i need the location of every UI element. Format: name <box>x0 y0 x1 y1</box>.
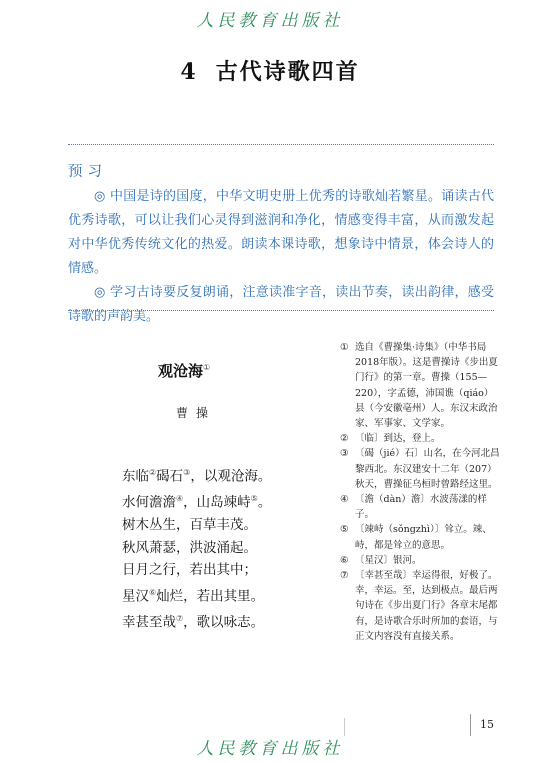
poem-title-note-mark: ① <box>203 363 211 372</box>
poem-text: 树木丛生，百草丰茂。 <box>122 517 257 533</box>
footnote-text: 〔星汉〕银河。 <box>355 554 422 566</box>
poem-text: ，歌以咏志。 <box>183 614 265 630</box>
poem-text: 日月之行，若出其中； <box>122 562 257 578</box>
lesson-title <box>0 55 540 86</box>
page-number: 15 <box>480 718 494 731</box>
footnote-mark: ⑥ <box>149 587 157 597</box>
poem-line <box>122 537 271 560</box>
footnote-number: ⑥ <box>340 554 349 566</box>
publisher-logo-top: 人民教育出版社 <box>196 11 344 31</box>
footnote-number: ① <box>340 342 349 353</box>
footnotes <box>340 340 500 644</box>
poem-text: 幸甚至哉 <box>122 614 176 630</box>
footnote-item <box>340 431 500 446</box>
poem-body <box>122 462 271 634</box>
footnote-mark: ③ <box>183 468 191 477</box>
footnote-mark: ⑦ <box>176 613 184 623</box>
footer-rule <box>470 714 471 736</box>
preview-paragraph-1: ◎ 中国是诗的国度，中华文明史册上优秀的诗歌灿若繁星。诵读古代优秀诗歌，可以让我们心灵得到滋润和净化，情感变得丰富，从而激发起对中华优秀传统文化的热爱。朗读本课诗歌，想象诗中情景，体会诗人的情感。 <box>68 189 494 276</box>
footnote-item <box>340 522 500 552</box>
poem-line <box>122 514 271 537</box>
footnote-item <box>340 553 500 568</box>
footnote-number: ⑤ <box>340 524 349 536</box>
poem-line <box>122 608 271 634</box>
poem-text: 东临 <box>122 468 149 485</box>
poem-text: 水何澹澹 <box>122 494 176 511</box>
poem-text: ，以观沧海。 <box>190 468 272 485</box>
poem-line <box>122 462 271 488</box>
footnote-mark: ④ <box>176 494 184 503</box>
footnote-number: ③ <box>340 448 349 460</box>
poem-text: 。 <box>257 494 272 511</box>
footnote-item <box>340 492 500 522</box>
footnote-text: 〔碣（jié）石〕山名，在今河北昌黎西北。东汉建安十二年（207）秋天，曹操征乌桓时曾路经这里。 <box>355 448 500 490</box>
footnote-number: ⑦ <box>340 570 349 582</box>
footnote-mark: ⑤ <box>250 494 258 503</box>
footnote-item <box>340 568 500 644</box>
poem-line <box>122 582 271 608</box>
footnote-number: ④ <box>340 494 349 506</box>
footnote-text: 〔澹（dàn）澹〕水波荡漾的样子。 <box>355 494 487 521</box>
poem-line <box>122 559 271 582</box>
publisher-logo-bottom: 人民教育出版社 <box>196 739 344 759</box>
footnote-mark: ② <box>149 468 157 477</box>
footnote-text: 选自《曹操集·诗集》（中华书局2018年版）。这是曹操诗《步出夏门行》的第一章。曹操（155—220），字孟德，沛国谯（qiáo）县（今安徽亳州）人。东汉末政治家、军事家、文学家。 <box>355 342 498 430</box>
poem-text: 秋风萧瑟，洪波涌起。 <box>122 539 257 556</box>
poem-text: 碣石 <box>156 468 184 485</box>
footnote-item <box>340 340 500 431</box>
footnote-text: 〔临〕到达，登上。 <box>355 433 441 445</box>
poem-text: ，山岛竦峙 <box>183 494 251 511</box>
preview-paragraph-2: ◎ 学习古诗要反复朗诵，注意读准字音，读出节奏，读出韵律，感受诗歌的声韵美。 <box>68 285 494 324</box>
poem-author: 曹操 <box>176 406 217 420</box>
footnote-item <box>340 446 500 492</box>
poem-line <box>122 488 271 514</box>
footnote-text: 〔竦峙（sǒngzhì）〕耸立。竦、峙，都是耸立的意思。 <box>355 524 492 551</box>
footnote-text: 〔幸甚至哉〕幸运得很，好极了。幸，幸运。至，达到极点。最后两句诗在《步出夏门行》各章末尾都有，是诗歌合乐时所加的套语，与正文内容没有直接关系。 <box>355 570 498 642</box>
lesson-title-text: 古代诗歌四首 <box>215 59 360 85</box>
dotted-divider-top <box>68 144 494 145</box>
lesson-number: 4 <box>180 59 198 85</box>
preview-section <box>68 160 494 329</box>
poem-title <box>158 360 210 381</box>
poem-text: 灿烂，若出其里。 <box>156 588 265 604</box>
preview-heading: 预习 <box>68 164 107 180</box>
poem-text: 星汉 <box>122 588 149 604</box>
poem-title-text: 观沧海 <box>158 362 204 380</box>
dotted-divider-bottom <box>68 310 494 311</box>
footnote-number: ② <box>340 433 349 445</box>
